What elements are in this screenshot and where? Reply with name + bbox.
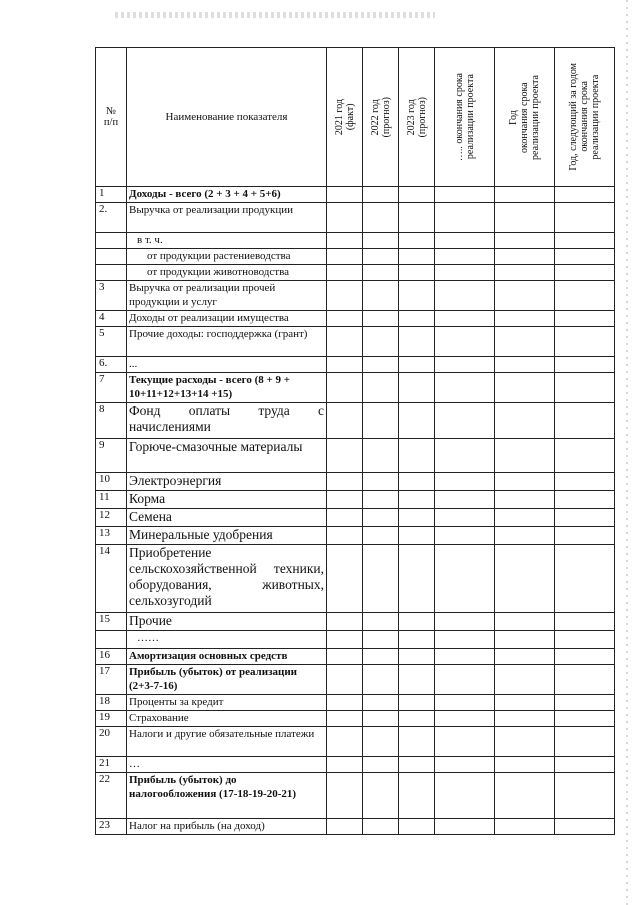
table-row: [96, 187, 615, 203]
row-number: 7: [96, 373, 127, 403]
table-row: [96, 757, 615, 773]
header-indicator-name: Наименование показателя: [127, 48, 327, 187]
row-number: 18: [96, 695, 127, 711]
row-label: Страхование: [127, 711, 327, 727]
table-row: [96, 819, 615, 835]
row-number: 9: [96, 439, 127, 473]
table-row: [96, 649, 615, 665]
row-label: Корма: [127, 491, 327, 509]
row-label: Текущие расходы - всего (8 + 9 + 10+11+12+13+14 +15): [127, 373, 327, 403]
row-number: 13: [96, 527, 127, 545]
table-row: [96, 281, 615, 311]
header-number: № п/п: [96, 48, 127, 187]
header-period-2022: 2022 год (прогноз): [363, 48, 399, 187]
row-label: от продукции растениеводства: [127, 249, 327, 265]
row-label: Прибыль (убыток) от реализации (2+3-7-16): [127, 665, 327, 695]
header-period-2021: 2021 год (факт): [327, 48, 363, 187]
row-label: Минеральные удобрения: [127, 527, 327, 545]
row-number: 12: [96, 509, 127, 527]
table-row: [96, 509, 615, 527]
row-number: 22: [96, 773, 127, 819]
row-number: 21: [96, 757, 127, 773]
row-label: Доходы - всего (2 + 3 + 4 + 5+6): [127, 187, 327, 203]
table-row: [96, 695, 615, 711]
table-row: [96, 665, 615, 695]
row-label: Налог на прибыль (на доход): [127, 819, 327, 835]
table-row: [96, 711, 615, 727]
row-label: Проценты за кредит: [127, 695, 327, 711]
row-number: 15: [96, 613, 127, 631]
table-row: [96, 773, 615, 819]
row-number: 1: [96, 187, 127, 203]
table-row: [96, 473, 615, 491]
table-row: [96, 491, 615, 509]
row-label: Фонд оплаты труда с начислениями: [127, 403, 327, 439]
financial-indicators-table: [95, 47, 615, 835]
table-row: [96, 203, 615, 233]
table-row: [96, 439, 615, 473]
row-number: 17: [96, 665, 127, 695]
row-number: 10: [96, 473, 127, 491]
row-label: Прочие: [127, 613, 327, 631]
row-number: 11: [96, 491, 127, 509]
row-label: в т. ч.: [127, 233, 327, 249]
table-row: [96, 233, 615, 249]
table-row: [96, 373, 615, 403]
row-label: Доходы от реализации имущества: [127, 311, 327, 327]
row-number: 4: [96, 311, 127, 327]
table-row: [96, 631, 615, 649]
row-number: 6.: [96, 357, 127, 373]
row-label: Семена: [127, 509, 327, 527]
header-period-end: Год окончания срока реализации проекта: [495, 48, 555, 187]
row-number: [96, 631, 127, 649]
table-row: [96, 403, 615, 439]
row-label: …: [127, 757, 327, 773]
row-label: от продукции животноводства: [127, 265, 327, 281]
row-number: 16: [96, 649, 127, 665]
row-label: ……: [127, 631, 327, 649]
table-row: [96, 249, 615, 265]
row-label: Выручка от реализации прочей продукции и услуг: [127, 281, 327, 311]
row-label: Горюче-смазочные материалы: [127, 439, 327, 473]
row-label: Приобретение сельскохозяйственной техники, оборудования, животных, сельхозугодий: [127, 545, 327, 613]
header-period-interim: ….. окончания срока реализации проекта: [435, 48, 495, 187]
row-number: 14: [96, 545, 127, 613]
row-label: Амортизация основных средств: [127, 649, 327, 665]
scan-artifact-top: [115, 12, 435, 18]
row-number: 2.: [96, 203, 127, 233]
row-label: Прибыль (убыток) до налогообложения (17-18-19-20-21): [127, 773, 327, 819]
table-row: [96, 311, 615, 327]
table-row: [96, 357, 615, 373]
row-number: [96, 233, 127, 249]
table-row: [96, 327, 615, 357]
row-number: [96, 249, 127, 265]
table-row: [96, 545, 615, 613]
row-number: [96, 265, 127, 281]
table-row: [96, 527, 615, 545]
table-row: [96, 265, 615, 281]
row-label: Выручка от реализации продукции: [127, 203, 327, 233]
row-number: 5: [96, 327, 127, 357]
row-number: 20: [96, 727, 127, 757]
table-row: [96, 727, 615, 757]
table-row: [96, 613, 615, 631]
header-period-2023: 2023 год (прогноз): [399, 48, 435, 187]
header-period-after-end: Год, следующий за годом окончания срока реализации проекта: [555, 48, 615, 187]
row-label: Налоги и другие обязательные платежи: [127, 727, 327, 757]
row-number: 3: [96, 281, 127, 311]
row-number: 8: [96, 403, 127, 439]
row-label: ...: [127, 357, 327, 373]
row-label: Электроэнергия: [127, 473, 327, 491]
row-label: Прочие доходы: господдержка (грант): [127, 327, 327, 357]
table-header-row: [96, 48, 615, 187]
scan-artifact-edge: [626, 0, 628, 905]
row-number: 23: [96, 819, 127, 835]
row-number: 19: [96, 711, 127, 727]
